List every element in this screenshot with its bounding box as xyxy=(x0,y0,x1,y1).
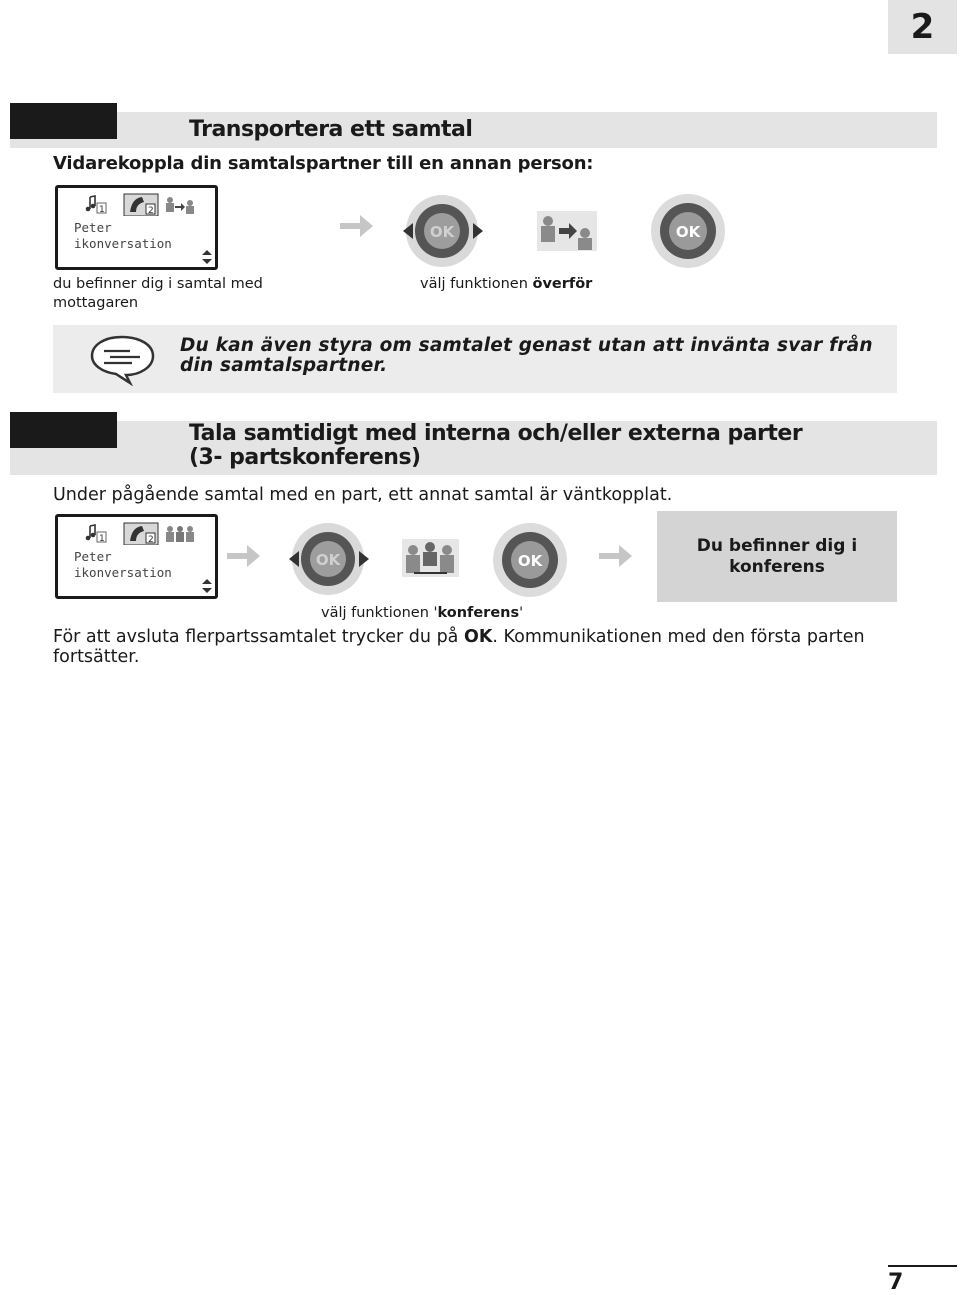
screen-contact-name: Peter xyxy=(74,220,112,235)
ok-label: OK xyxy=(675,223,701,241)
caption-suffix: ' xyxy=(519,605,524,621)
chapter-number: 2 xyxy=(910,7,935,47)
end-conference-text xyxy=(53,627,903,667)
phone-screen-conference xyxy=(55,514,218,599)
svg-text:1: 1 xyxy=(99,534,105,544)
caption-prefix: välj funktionen xyxy=(420,276,533,292)
transfer-subheading: Vidarekoppla din samtalspartner till en annan person: xyxy=(53,153,594,174)
arrow-right-icon xyxy=(225,541,263,571)
page-number: 7 xyxy=(888,1270,904,1295)
caption-select-conference xyxy=(321,604,523,623)
result-text: Du befinner dig i konferens xyxy=(696,535,858,577)
arrow-right-icon xyxy=(338,211,376,241)
section-header-bar xyxy=(10,112,937,148)
transfer-icon xyxy=(166,197,194,214)
speech-bubble-icon xyxy=(88,334,158,386)
caption-select-transfer xyxy=(420,275,592,294)
scroll-updown-icon xyxy=(201,577,213,595)
conference-function-icon xyxy=(402,539,459,577)
page-number-rule xyxy=(888,1265,957,1267)
line1-icon xyxy=(86,196,106,215)
conference-icon xyxy=(166,526,194,542)
screen-contact-name: Peter xyxy=(74,549,112,564)
svg-text:1: 1 xyxy=(99,205,105,215)
caption-in-call: du befinner dig i samtal med mottagaren xyxy=(53,276,263,311)
chapter-tab xyxy=(888,0,957,54)
line1-icon xyxy=(86,525,106,544)
caption-function-name: överför xyxy=(532,276,593,292)
screen-icon-row xyxy=(64,192,204,216)
section-marker-2 xyxy=(10,412,117,448)
screen-call-status: ikonversation xyxy=(74,236,172,251)
conference-intro: Under pågående samtal med en part, ett annat samtal är väntkopplat. xyxy=(53,485,673,505)
line2-icon xyxy=(124,523,158,545)
scroll-updown-icon xyxy=(201,248,213,266)
screen-call-status: ikonversation xyxy=(74,565,172,580)
screen-icon-row-2 xyxy=(64,521,204,545)
phone-screen-transfer xyxy=(55,185,218,270)
section-title-line2: (3- partskonferens) xyxy=(189,445,421,470)
result-box xyxy=(657,511,897,602)
svg-text:2: 2 xyxy=(148,535,154,545)
end-text-ok: OK xyxy=(463,627,493,647)
svg-text:OK: OK xyxy=(429,223,455,241)
ok-button-icon xyxy=(491,521,569,599)
navigator-left-right-icon xyxy=(400,193,486,269)
section-title-transfer: Transportera ett samtal xyxy=(189,117,473,142)
line2-icon xyxy=(124,194,158,216)
caption-function-name: konferens xyxy=(437,605,520,621)
arrow-right-icon xyxy=(597,541,635,571)
section-marker xyxy=(10,103,117,139)
section-title-line1: Tala samtidigt med interna och/eller externa parter xyxy=(189,421,803,446)
ok-label: OK xyxy=(517,552,543,570)
tip-text: Du kan även styra om samtalet genast utan att invänta svar från din samtalspartner. xyxy=(180,335,873,376)
transfer-function-icon xyxy=(537,211,597,251)
ok-button-icon xyxy=(649,192,727,270)
section-title-conference xyxy=(189,422,802,470)
end-text-suffix: . Kommunikationen med den första parten fortsätter. xyxy=(53,627,865,667)
caption-prefix: välj funktionen ' xyxy=(321,605,438,621)
svg-text:2: 2 xyxy=(148,206,154,216)
end-text-prefix: För att avsluta flerpartssamtalet trycker du på xyxy=(53,627,464,647)
navigator-left-right-icon xyxy=(286,521,372,597)
svg-text:OK: OK xyxy=(315,551,341,569)
